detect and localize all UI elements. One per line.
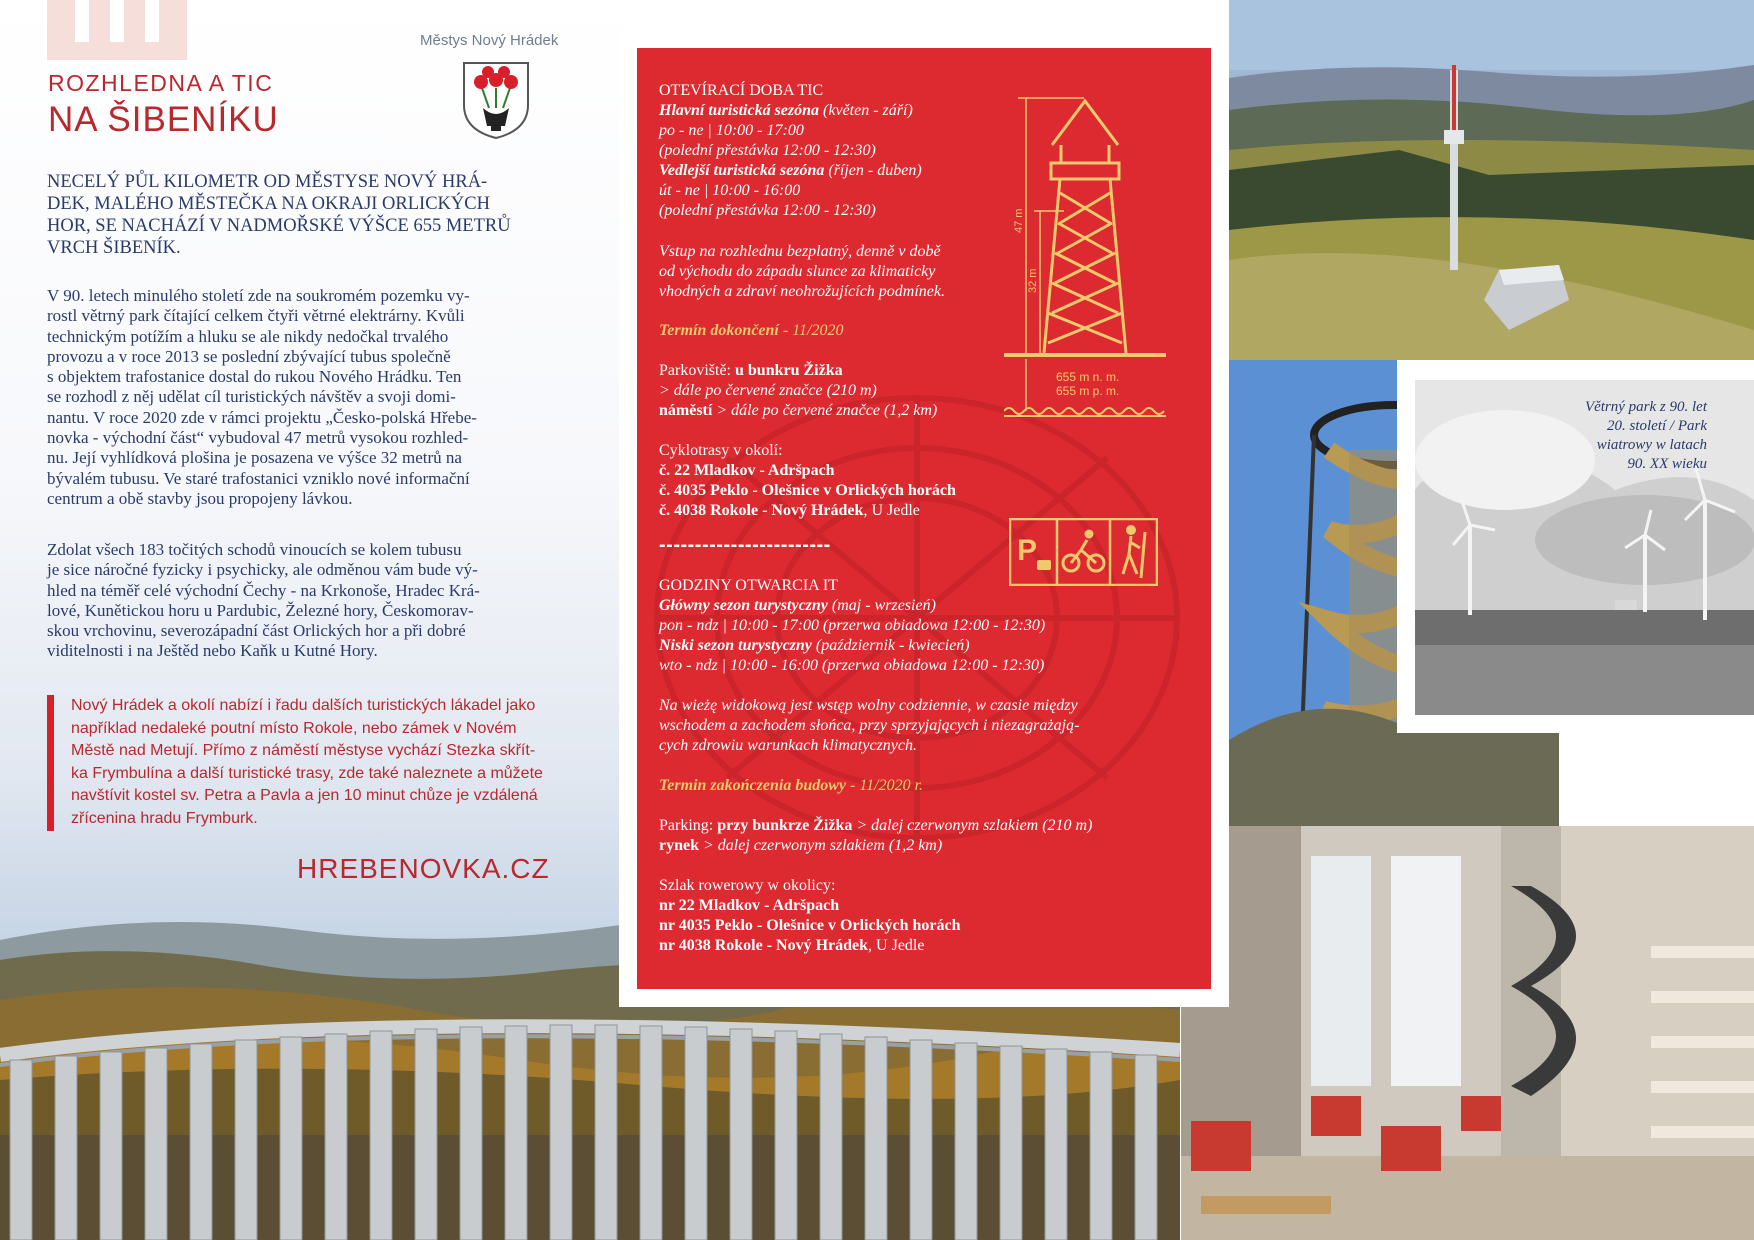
pl-entry-line: cych zdrowiu warunkach klimatycznych. (659, 737, 918, 754)
view-paragraph: Zdolat všech 183 točitých schodů vinoucích se kolem tubusu je sice náročné fyzicky i psychicky, ale odměnou vám bude vý- hled na téměř celé východní Čechy - na Krkonoše, Hradec Krá- lové, Kunětickou horu u Pardubic, Železné hory, Českomorav- skou vrchovinu, severozápadní část Orlických hor a při dobré viditelnosti i na Ještěd nebo Kaňk u Kutné Hory. (47, 540, 480, 661)
cz-bike-route: č. 4038 Rokole - Nový Hrádek, U Jedle (659, 502, 920, 519)
pl-main-hours: pon - ndz | 10:00 - 17:00 (przerwa obiadowa 12:00 - 12:30) (659, 617, 1046, 634)
highlight-note: Nový Hrádek a okolí nabízí i řadu dalších turistických lákadel jako například nedaleké poutní místo Rokole, nebo zámek v Novém Městě nad Metují. Přímo z náměstí městyse vychází Stezka skřít- ka Frymbulína a další turistické trasy, zde také naleznete a můžete navštívit kostel sv. Petra a Pavla a jen 10 minut chůze je vzdálená zřícenina hradu Frymburk. (47, 695, 550, 831)
website-link[interactable]: HREBENOVKA.CZ (297, 853, 550, 884)
history-paragraph: V 90. letech minulého století zde na soukromém pozemku vy- rostl větrný park čítající celkem čtyři větrné elektrárny. Kvůli technickým potížím a hluku se ale nikdy nedočkal trvalého provozu a v roce 2013 se poslední zbývající tubus společně s objektem trafostanice dostal do rukou Nového Hrádku. Ten se rozhodl z něj udělat cíl turistických návštěv a svoji domi- nantu. V roce 2020 zde v rámci projektu „Česko-polská Hřebe- novka - východní část“ vybudoval 47 metrů vysokou rozhled- nu. Její vyhlídková plošina je posazena ve výšce 32 metrů na bývalém tubusu. Ve staré trafostanici vzniklo nové informační centrum a obě stavby jsou propojeny lávkou. (47, 286, 477, 508)
wind-photo-caption: Větrný park z 90. let 20. století / Park wiatrowy w latach 90. XX wieku (1584, 399, 1707, 472)
svg-text:P: P (1017, 534, 1038, 567)
pl-main-season: Główny sezon turystyczny (maj - wrzesień) (659, 597, 936, 614)
cz-bike-heading: Cyklotrasy v okolí: (659, 442, 783, 459)
cz-square: náměstí > dále po červené značce (1,2 km) (659, 402, 938, 419)
cz-completion: Termín dokončení - 11/2020 (659, 322, 844, 339)
hiking-icon (1123, 527, 1145, 579)
interior-photo (1181, 826, 1754, 1240)
page-title-line1: ROZHLEDNA A TIC (48, 70, 274, 96)
cz-side-season: Vedlejší turistická sezóna (říjen - duben) (659, 162, 922, 179)
town-crest-icon (461, 60, 531, 140)
cz-side-hours: út - ne | 10:00 - 16:00 (659, 182, 801, 199)
pl-side-season: Niski sezon turystyczny (październik - kwiecień) (659, 637, 970, 654)
pl-square: rynek > dalej czerwonym szlakiem (1,2 km) (659, 837, 943, 854)
town-name: Městys Nový Hrádek (420, 32, 559, 49)
tower-aerial-photo (1229, 0, 1754, 360)
cz-entry-line: Vstup na rozhlednu bezplatný, denně v době (659, 243, 941, 260)
height-platform-label: 32 m (1027, 268, 1039, 293)
cz-parking-route: > dále po červené značce (210 m) (659, 382, 877, 399)
pl-side-hours: wto - ndz | 10:00 - 16:00 (przerwa obiadowa 12:00 - 12:30) (659, 657, 1045, 674)
card-divider: ------------------------ (659, 534, 831, 556)
pl-bike-heading: Szlak rowerowy w okolicy: (659, 877, 836, 894)
parking-icon (1017, 534, 1051, 570)
cz-main-season: Hlavní turistická sezóna (květen - září) (659, 102, 913, 119)
pl-completion: Termin zakończenia budowy - 11/2020 r. (659, 777, 924, 794)
pl-entry-line: wschodem a zachodem słońca, przy sprzyjających i niezagrażają- (659, 717, 1080, 734)
intro-lead: NECELÝ PŮL KILOMETR OD MĚSTYSE NOVÝ HRÁ- DEK, MALÉHO MĚSTEČKA NA OKRAJI ORLICKÝCH HOR, SE NACHÁZÍ V NADMOŘSKÉ VÝŠCE 655 METRŮ VRCH ŠIBENÍK. (47, 172, 511, 258)
decorative-header-block (47, 0, 187, 60)
cz-heading: OTEVÍRACÍ DOBA TIC (659, 82, 824, 99)
pl-bike-route: nr 4035 Peklo - Olešnice v Orlických horách (659, 917, 961, 934)
altitude-pl-label: 655 m p. m. (1056, 384, 1120, 398)
amenity-icons (1009, 518, 1158, 586)
cz-bike-route: č. 22 Mladkov - Adršpach (659, 462, 835, 479)
pl-parking: Parking: przy bunkrze Žižka > dalej czerwonym szlakiem (210 m) (659, 817, 1093, 834)
cz-main-break: (polední přestávka 12:00 - 12:30) (659, 142, 876, 159)
cycling-icon (1063, 531, 1104, 571)
height-total-label: 47 m (1013, 208, 1025, 233)
pl-bike-route: nr 22 Mladkov - Adršpach (659, 897, 840, 914)
cz-entry-line: od východu do západu slunce za klimaticky (659, 263, 936, 280)
tower-height-diagram (1004, 93, 1166, 418)
pl-entry-line: Na wieżę widokową jest wstęp wolny codziennie, w czasie między (659, 697, 1078, 714)
cz-parking: Parkoviště: u bunkru Žižka (659, 362, 843, 379)
pl-bike-route: nr 4038 Rokole - Nový Hrádek, U Jedle (659, 937, 925, 954)
cz-side-break: (polední přestávka 12:00 - 12:30) (659, 202, 876, 219)
pl-heading: GODZINY OTWARCIA IT (659, 577, 838, 594)
page-title-line2: NA ŠIBENÍKU (48, 100, 279, 139)
cz-entry-line: vhodných a zdraví neohrožujících podmínek. (659, 283, 946, 300)
cz-main-hours: po - ne | 10:00 - 17:00 (659, 122, 804, 139)
cz-bike-route: č. 4035 Peklo - Olešnice v Orlických horách (659, 482, 956, 499)
info-card (637, 48, 1211, 989)
altitude-cz-label: 655 m n. m. (1056, 370, 1120, 384)
